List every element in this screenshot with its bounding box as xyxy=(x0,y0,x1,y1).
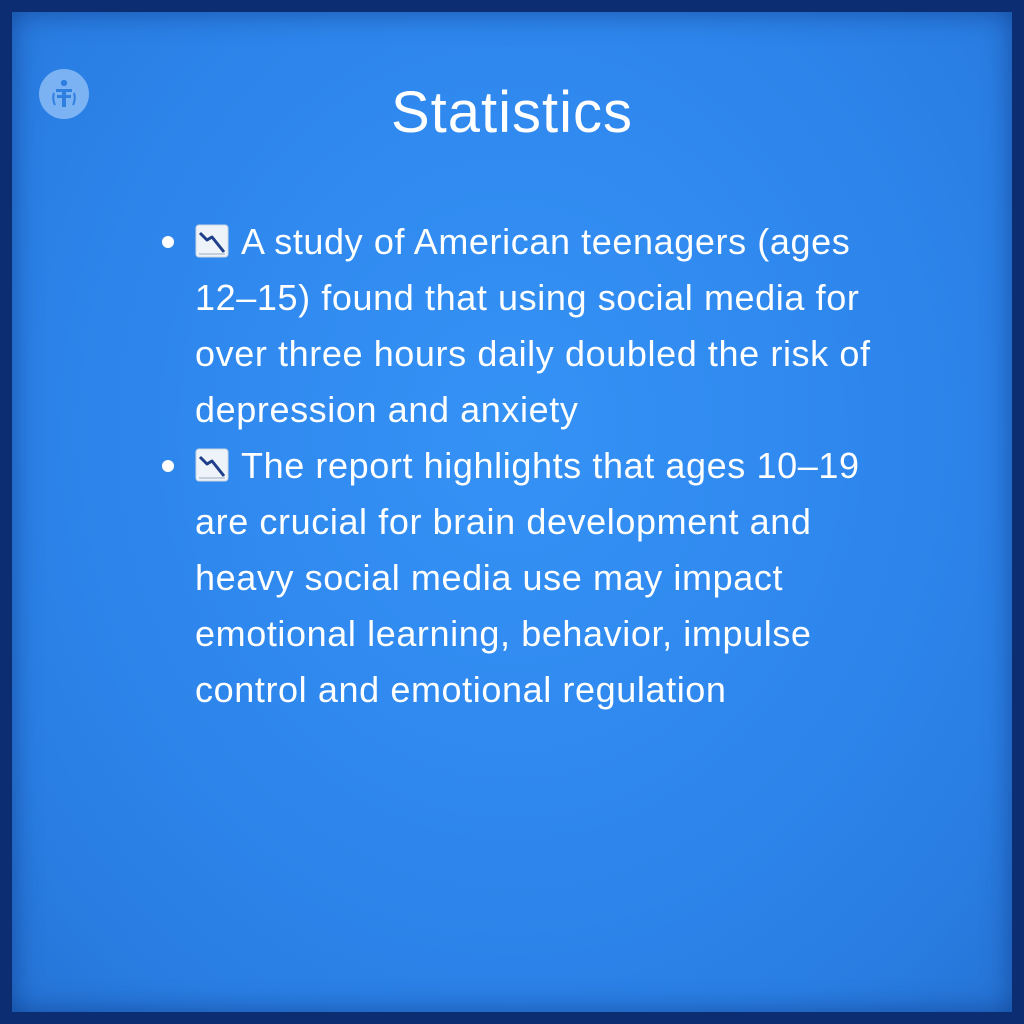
bullet-text: A study of American teenagers (ages 12–15) found that using social media for over three hours daily doubled the risk of depression and anxiety xyxy=(195,221,871,430)
bullet-dot xyxy=(162,236,174,248)
list-item xyxy=(162,438,902,718)
bullet-text: The report highlights that ages 10–19 are crucial for brain development and heavy social media use may impact emotional learning, behavior, impulse control and emotional regulation xyxy=(195,445,860,710)
statistics-list xyxy=(162,214,902,718)
chart-decreasing-icon xyxy=(195,448,229,482)
bullet-dot xyxy=(162,460,174,472)
list-item xyxy=(162,214,902,438)
slide-title: Statistics xyxy=(390,80,634,145)
slide xyxy=(12,12,1012,1012)
chart-decreasing-icon xyxy=(195,224,229,258)
